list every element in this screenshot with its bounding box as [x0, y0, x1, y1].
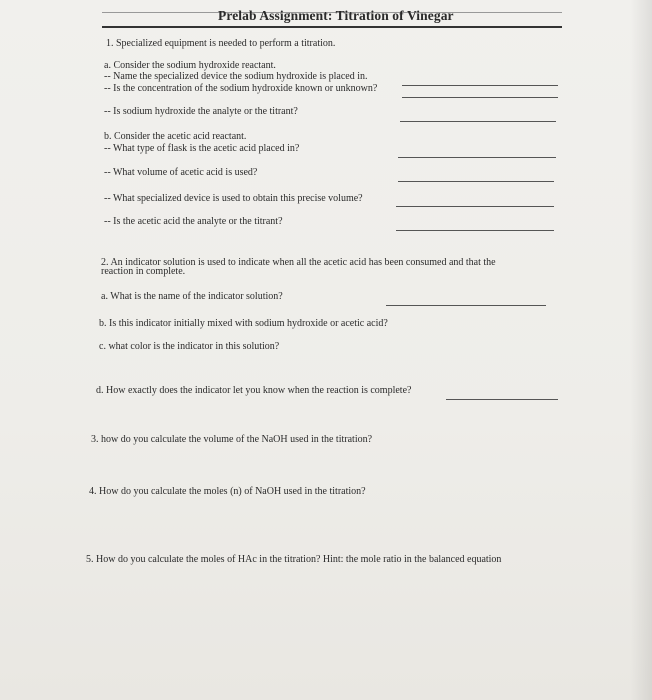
q1b-item-1: -- What type of flask is the acetic acid placed in? — [104, 143, 300, 154]
q1b-intro: b. Consider the acetic acid reactant. — [104, 131, 247, 142]
q1b-item-4: -- Is the acetic acid the analyte or the titrant? — [104, 216, 283, 227]
q5: 5. How do you calculate the moles of HAc in the titration? Hint: the mole ratio in the balanced equation — [86, 554, 502, 565]
answer-line-q1a2[interactable] — [402, 97, 558, 98]
q2-heading-line1: 2. An indicator solution is used to indicate when all the acetic acid has been consumed and that the — [101, 257, 496, 268]
answer-line-q2a[interactable] — [386, 305, 546, 306]
q4: 4. How do you calculate the moles (n) of NaOH used in the titration? — [89, 486, 366, 497]
q1-heading: 1. Specialized equipment is needed to perform a titration. — [106, 38, 336, 49]
answer-line-q1b4[interactable] — [396, 230, 554, 231]
q2d: d. How exactly does the indicator let you know when the reaction is complete? — [96, 385, 412, 396]
q2c: c. what color is the indicator in this solution? — [99, 341, 280, 352]
q1a-item-2: -- Is the concentration of the sodium hydroxide known or unknown? — [104, 83, 378, 94]
answer-line-q1b1[interactable] — [398, 157, 556, 158]
q2a: a. What is the name of the indicator solution? — [101, 291, 283, 302]
answer-line-q1a1[interactable] — [402, 85, 558, 86]
q2b: b. Is this indicator initially mixed with sodium hydroxide or acetic acid? — [99, 318, 388, 329]
title-underline — [102, 26, 562, 28]
q1b-item-2: -- What volume of acetic acid is used? — [104, 167, 258, 178]
q2-heading-line2: reaction in complete. — [101, 266, 186, 277]
answer-line-q2d[interactable] — [446, 399, 558, 400]
q1b-item-3: -- What specialized device is used to obtain this precise volume? — [104, 193, 363, 204]
answer-line-q1b3[interactable] — [396, 206, 554, 207]
answer-line-q1a3[interactable] — [400, 121, 556, 122]
q1a-item-1: -- Name the specialized device the sodium hydroxide is placed in. — [104, 71, 368, 82]
q1a-intro: a. Consider the sodium hydroxide reactant. — [104, 60, 276, 71]
page-title: Prelab Assignment: Titration of Vinegar — [218, 8, 454, 23]
q1a-item-3: -- Is sodium hydroxide the analyte or the titrant? — [104, 106, 298, 117]
q3: 3. how do you calculate the volume of the NaOH used in the titration? — [91, 434, 373, 445]
page-edge-shadow — [630, 0, 652, 700]
answer-line-q1b2[interactable] — [398, 181, 554, 182]
